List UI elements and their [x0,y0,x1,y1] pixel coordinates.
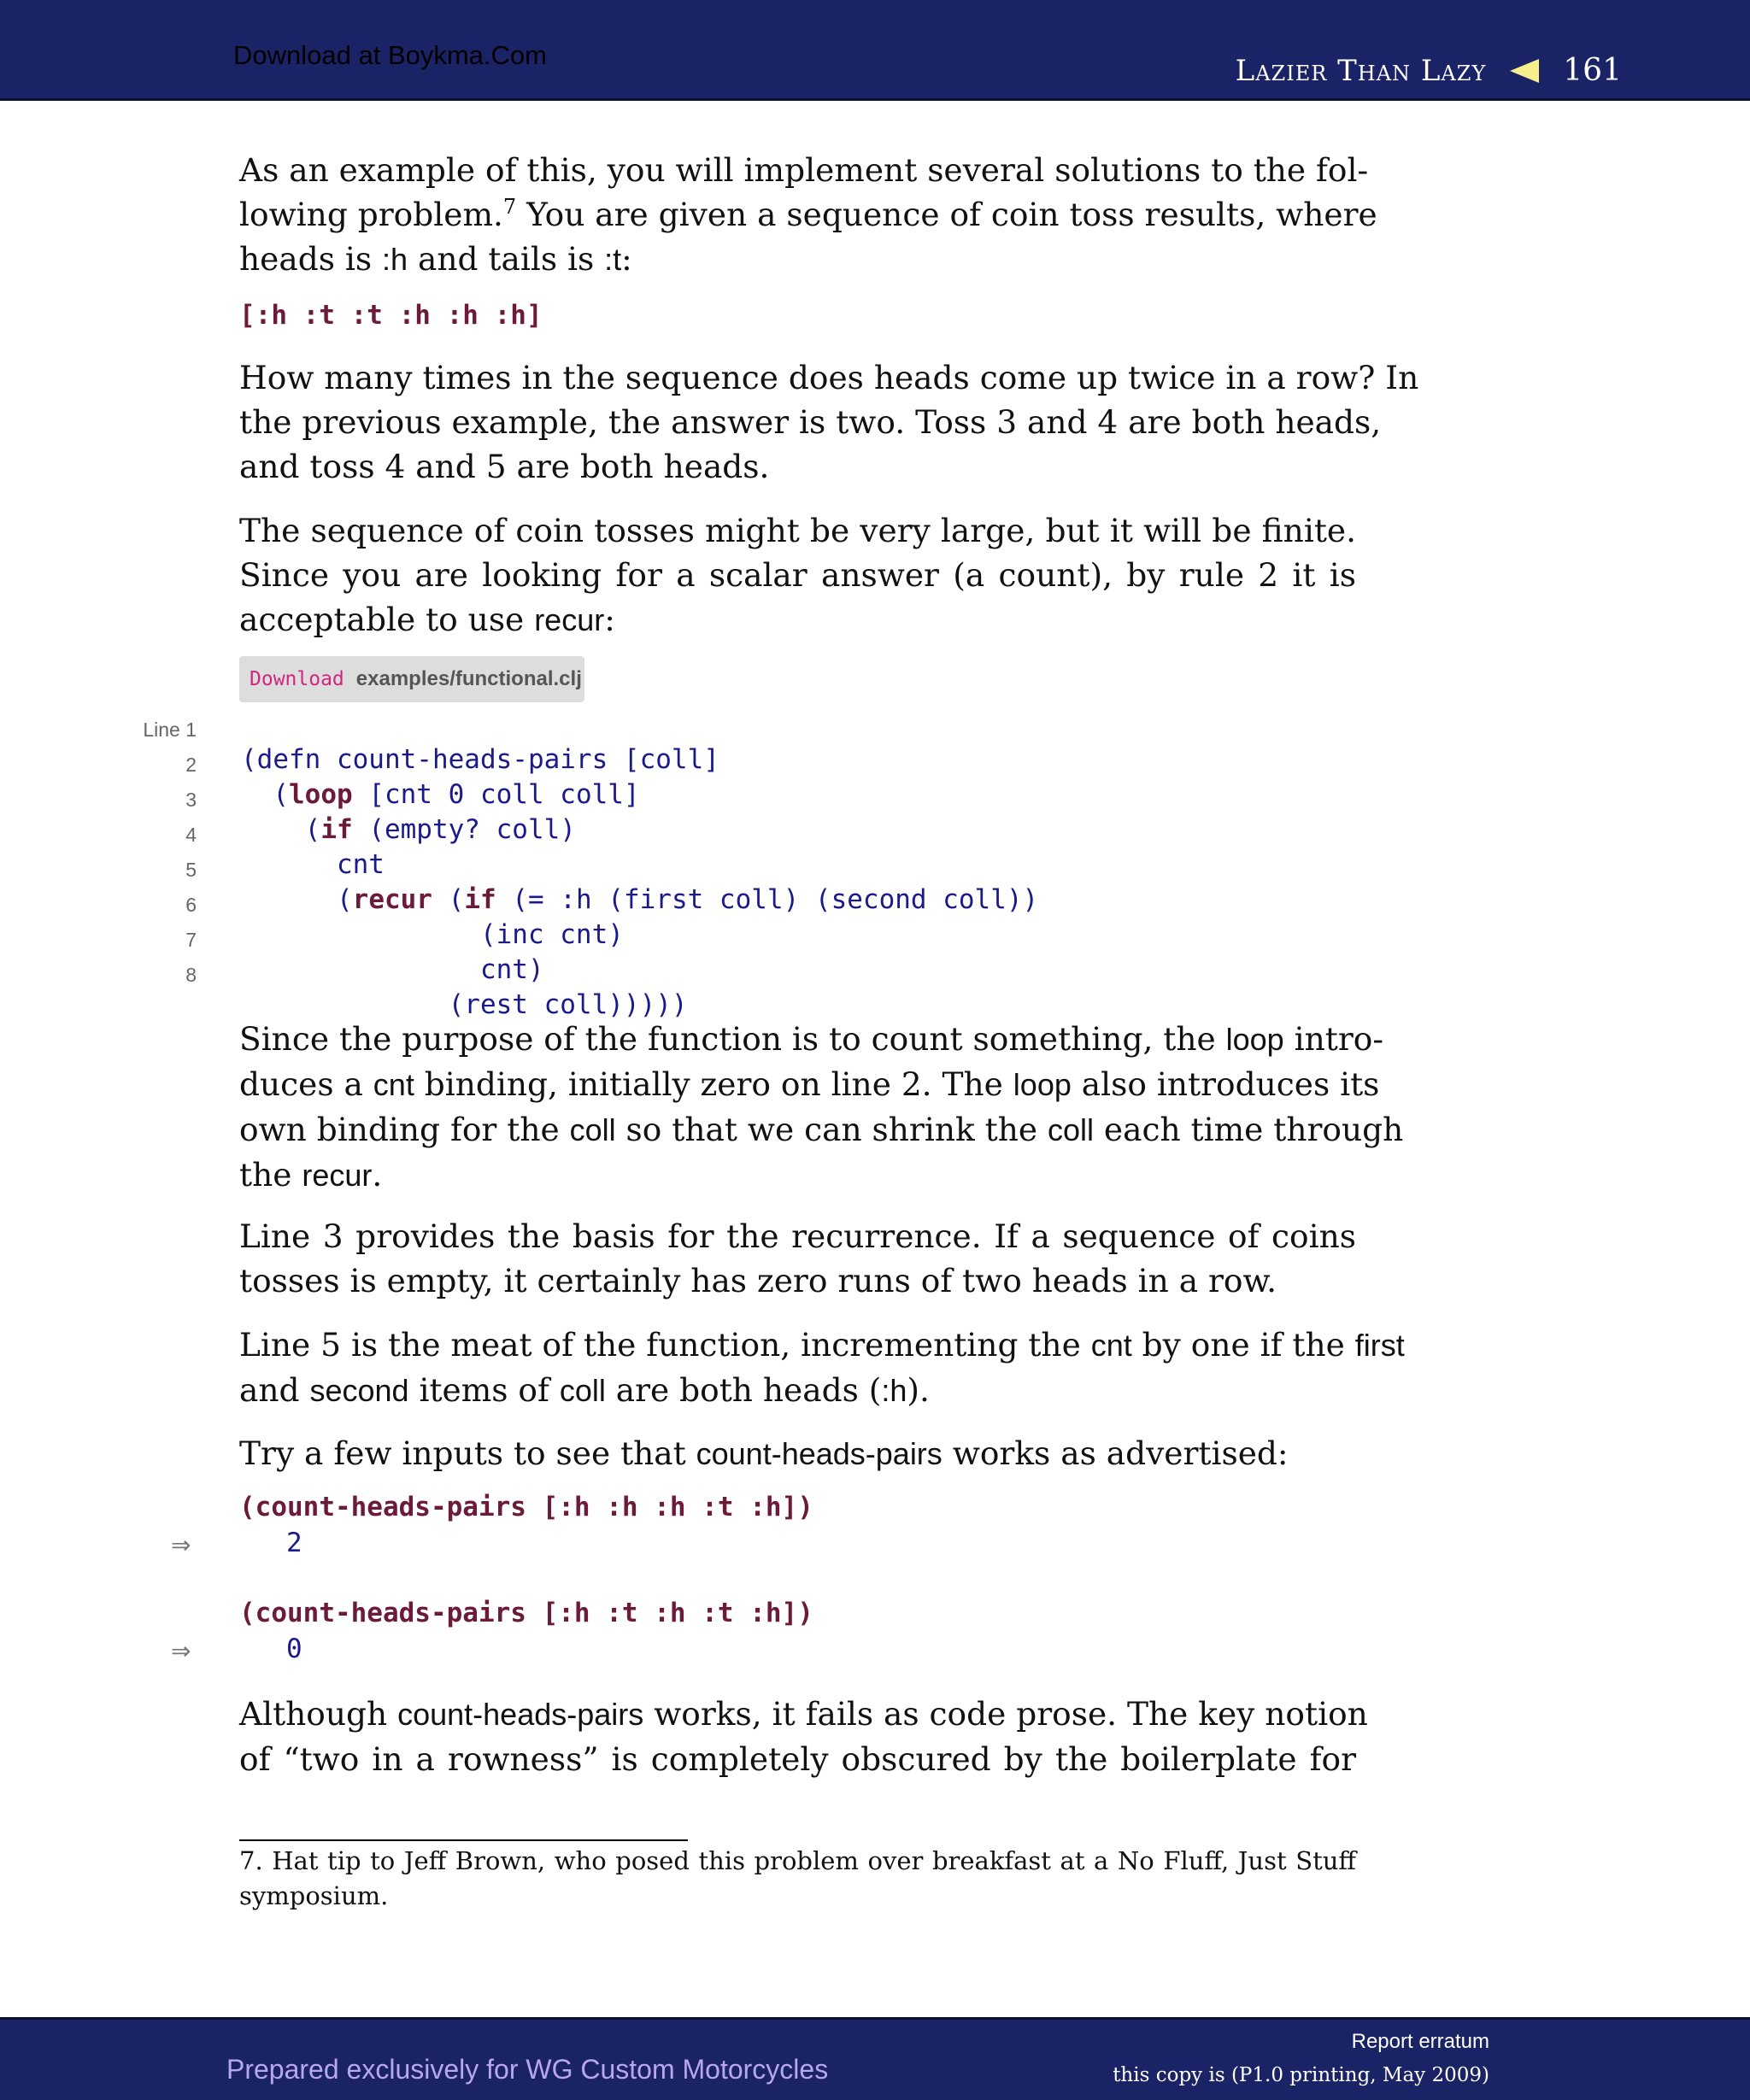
code-line: cnt) [241,954,544,985]
code-keyword: if [320,814,353,845]
text-span: Although [239,1695,398,1733]
code-keyword: loop [289,779,353,810]
code-term: coll [569,1112,616,1147]
paragraph-intro [239,148,1377,282]
line-number: 2 [185,754,197,776]
paragraph-basis [239,1214,1356,1303]
repl-input: (count-heads-pairs [:h :h :h :t :h]) [239,1492,813,1522]
code-term: coll [1047,1112,1094,1147]
line-number: 8 [185,964,197,986]
code-keyword: recur [352,884,432,915]
paragraph-explanation [239,1017,1404,1198]
text-span: items of [408,1371,560,1409]
text-line: the previous example, the answer is two. Toss 3 and 4 are both heads, [239,403,1382,441]
footnote-line: symposium. [239,1881,389,1910]
result-arrow-icon: ⇒ [171,1531,191,1559]
code-token: ( [241,814,321,845]
text-span: works, it fails as code prose. The key notion [643,1695,1368,1733]
code-token: [cnt 0 coll coll] [352,779,640,810]
text-line: As an example of this, you will implement several solutions to the fol- [239,151,1369,189]
code-term: recur [302,1158,373,1193]
text-line: tosses is empty, it certainly has zero runs of two heads in a row. [239,1262,1277,1299]
text-span: works as advertised: [942,1434,1289,1472]
line-number: 4 [185,824,197,846]
code-term: loop [1225,1022,1284,1057]
code-token: (empty? coll) [352,814,576,845]
text-span: : [604,601,615,638]
text-span: acceptable to use [239,601,535,638]
text-span: Since the purpose of the function is to count something, the [239,1020,1226,1058]
code-term: cnt [1090,1328,1132,1363]
footnote-rule [239,1839,688,1841]
code-token: ( [432,884,465,915]
code-term: :h [881,1373,907,1408]
paragraph-although [239,1692,1368,1781]
line-number: Line 1 [143,719,197,741]
download-link[interactable] [239,656,584,702]
code-line: cnt [241,849,385,880]
code-term: count-heads-pairs [696,1436,943,1471]
prepared-for: Prepared exclusively for WG Custom Motorcycles [226,2054,829,2085]
code-term: loop [1013,1067,1072,1102]
line-number: 3 [185,789,197,811]
code-line: (inc cnt) [241,919,624,950]
text-span: heads is [239,240,383,278]
code-line [241,814,576,845]
repl-input: (count-heads-pairs [:h :t :h :t :h]) [239,1598,813,1628]
text-span: You are given a sequence of coin toss results, where [516,196,1377,233]
running-head [1236,53,1622,88]
code-term: :t [604,242,622,277]
text-span: own binding for the [239,1111,570,1148]
line-number: 6 [185,894,197,916]
code-term: first [1354,1328,1405,1363]
text-line: Since you are looking for a scalar answer (a count), by rule 2 it is [239,556,1356,594]
code-line: (rest coll))))) [241,989,688,1020]
code-term: recur [534,602,605,637]
paragraph-scalar [239,508,1356,642]
result-arrow-icon: ⇒ [171,1637,191,1665]
text-span: . [372,1156,383,1194]
code-keyword: if [464,884,496,915]
code-line [241,779,640,810]
text-line: How many times in the sequence does heads come up twice in a row? In [239,359,1419,396]
code-line: (defn count-heads-pairs [coll] [241,744,719,775]
page-header [0,0,1750,101]
paragraph-question [239,355,1419,489]
text-span: Try a few inputs to see that [239,1434,696,1472]
code-term: cnt [373,1067,414,1102]
text-span: the [239,1156,302,1194]
repl-output: 2 [286,1528,302,1558]
code-token: (= :h (first coll) (second coll)) [496,884,1039,915]
page-footer [0,2017,1750,2100]
text-span: so that we can shrink the [615,1111,1048,1148]
code-term: :h [382,242,408,277]
report-erratum-link[interactable]: Report erratum [1351,2030,1489,2053]
code-token: ( [241,779,289,810]
footnote-ref[interactable]: 7 [502,195,517,219]
paragraph-meat [239,1323,1405,1413]
page-number: 161 [1563,53,1622,88]
text-span: by one if the [1131,1326,1355,1364]
code-line [241,884,1038,915]
text-span: also introduces its [1071,1065,1380,1103]
text-span: : [621,240,632,278]
chapter-title: Lazier Than Lazy [1235,53,1487,88]
text-span: and [239,1371,310,1409]
text-line: of “two in a rowness” is completely obscured by the boilerplate for [239,1740,1356,1778]
code-token: ( [241,884,353,915]
code-sequence: [:h :t :t :h :h :h] [239,300,543,331]
previous-page-triangle-icon[interactable] [1510,59,1539,83]
line-number: 5 [185,859,197,881]
text-span: ). [907,1371,930,1409]
download-path[interactable]: examples/functional.clj [355,667,582,690]
code-term: coll [559,1373,606,1408]
watermark: Download at Boykma.Com [233,40,547,70]
text-span: are both heads ( [605,1371,882,1409]
text-span: each time through [1094,1111,1404,1148]
footnote [239,1844,1356,1914]
text-span: intro- [1283,1020,1384,1058]
footnote-line: 7. Hat tip to Jeff Brown, who posed this problem over breakfast at a No Fluff, Just Stuff [239,1846,1356,1875]
text-span: lowing problem. [239,196,503,233]
text-line: and toss 4 and 5 are both heads. [239,448,770,485]
text-line: The sequence of coin tosses might be very large, but it will be finite. [239,512,1356,549]
paragraph-try [239,1431,1356,1476]
text-span: binding, initially zero on line 2. The [414,1065,1013,1103]
download-label[interactable]: Download [250,668,344,690]
text-span: and tails is [408,240,605,278]
code-term: count-heads-pairs [397,1697,644,1732]
code-term: second [309,1373,409,1408]
text-span: duces a [239,1065,373,1103]
copy-info: this copy is (P1.0 printing, May 2009) [1113,2064,1489,2086]
repl-output: 0 [286,1634,302,1664]
text-line: Line 3 provides the basis for the recurrence. If a sequence of coins [239,1217,1356,1255]
text-span: Line 5 is the meat of the function, incrementing the [239,1326,1091,1364]
line-number: 7 [185,929,197,951]
